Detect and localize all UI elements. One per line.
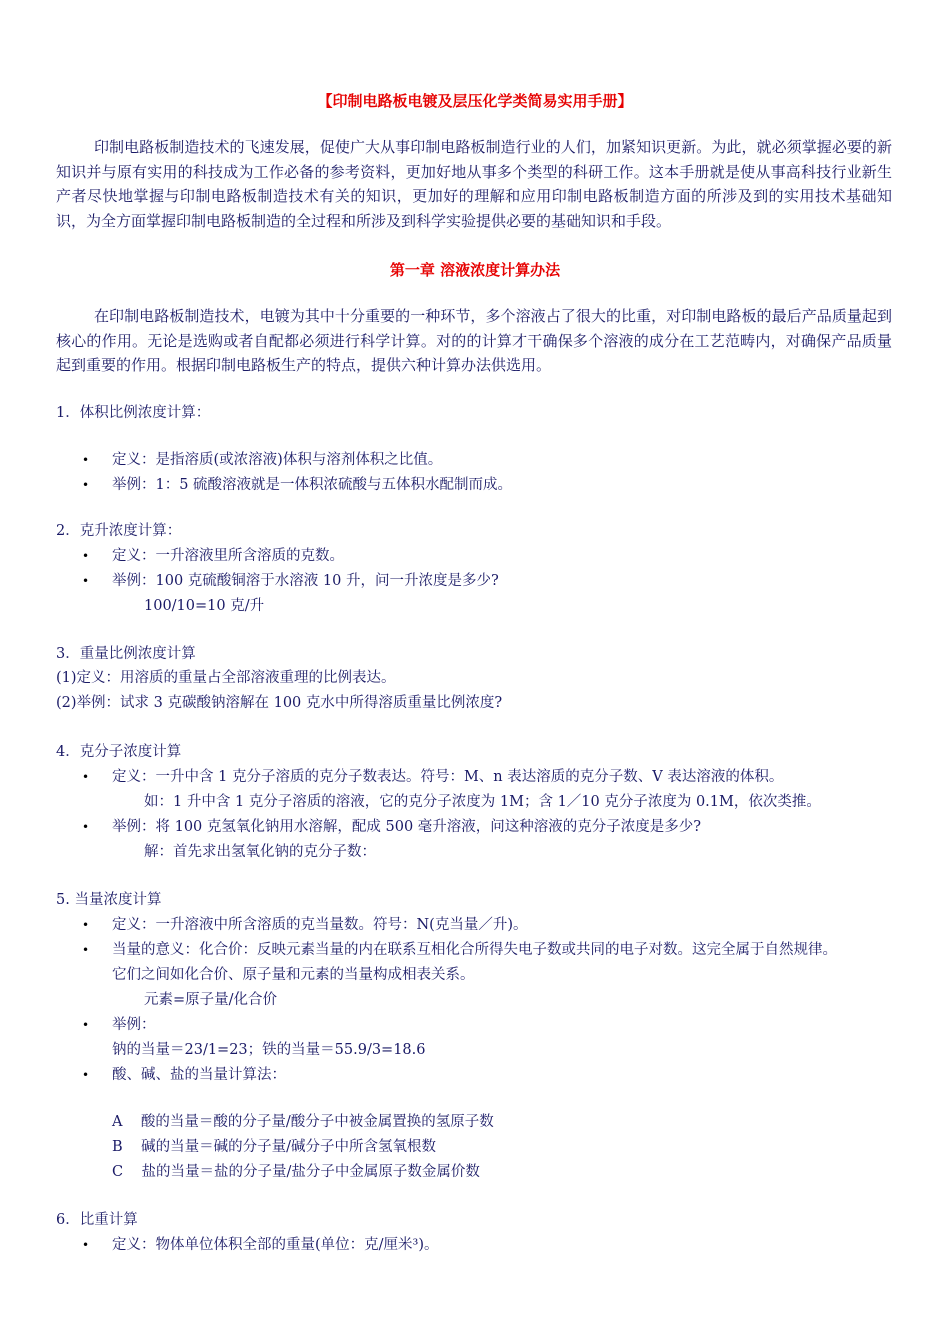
section-5-rule-a: A 酸的当量＝酸的分子量/酸分子中被金属置换的氢原子数 [112,1114,494,1130]
bullet-icon: • [82,478,90,492]
section-5-meaning-line-1: 当量的意义：化合价：反映元素当量的内在联系互相化合所得失电子数或共同的电子对数。这完全属于自然规律。 [112,942,837,958]
section-1-definition: 定义：是指溶质(或浓溶液)体积与溶剂体积之比值。 [112,452,443,468]
section-2-example: 举例：100 克硫酸铜溶于水溶液 10 升，问一升浓度是多少? [112,573,499,589]
section-6-definition: 定义：物体单位体积全部的重量(单位：克/厘米³)。 [112,1237,439,1253]
section-5-rule-b: B 碱的当量＝碱的分子量/碱分子中所含氢氧根数 [112,1139,436,1155]
bullet-icon: • [82,943,90,957]
chapter-intro-paragraph: 在印制电路板制造技术，电镀为其中十分重要的一种环节，多个溶液占了很大的比重，对印制电路板的最后产品质量起到核心的作用。无论是选购或者自配都必须进行科学计算。对的的计算才干确保多个溶液的成分在工艺范畴内，对确保产品质量起到重要的作用。根据印制电路板生产的特点，提供六种计算办法供选用。 [56,307,892,374]
section-5-heading: 5. 当量浓度计算 [56,892,162,908]
section-5-rule-c: C 盐的当量＝盐的分子量/盐分子中金属原子数金属价数 [112,1164,480,1180]
section-2-calculation: 100/10=10 克/升 [144,598,265,614]
section-3-heading: 3．重量比例浓度计算 [56,646,196,662]
section-6-heading: 6．比重计算 [56,1212,138,1228]
section-4-solution: 解：首先求出氢氧化钠的克分子数： [144,844,376,860]
chapter-title: 第一章 溶液浓度计算办法 [389,261,561,279]
bullet-icon: • [82,770,90,784]
section-5-example: 举例： [112,1017,156,1033]
section-5-meaning-line-2: 它们之间如化合价、原子量和元素的当量构成相表关系。 [112,967,475,983]
section-4-heading: 4．克分子浓度计算 [56,744,182,760]
bullet-icon: • [82,918,90,932]
bullet-icon: • [82,1018,90,1032]
section-3-definition: (1)定义：用溶质的重量占全部溶液重理的比例表达。 [56,670,396,686]
section-4-definition: 定义：一升中含 1 克分子溶质的克分子数表达。符号：M、n 表达溶质的克分子数、V 表达溶液的体积。 [112,769,784,785]
bullet-icon: • [82,549,90,563]
section-5-definition: 定义：一升溶液中所含溶质的克当量数。符号：N(克当量／升)。 [112,917,528,933]
section-3-example: (2)举例：试求 3 克碳酸钠溶解在 100 克水中所得溶质重量比例浓度? [56,695,503,711]
document-title: 【印制电路板电镀及层压化学类简易实用手册】 [317,92,633,110]
section-4-definition-note: 如：1 升中含 1 克分子溶质的溶液，它的克分子浓度为 1M；含 1／10 克分子浓度为 0.1M，依次类推。 [144,794,821,810]
section-2-heading: 2．克升浓度计算： [56,523,182,539]
section-1-heading: 1．体积比例浓度计算： [56,405,211,421]
bullet-icon: • [82,1068,90,1082]
section-5-example-calculation: 钠的当量＝23/1=23；铁的当量＝55.9/3=18.6 [112,1042,426,1058]
section-5-formula: 元素=原子量/化合价 [144,992,278,1008]
intro-paragraph: 印制电路板制造技术的飞速发展，促使广大从事印制电路板制造行业的人们，加紧知识更新。为此，就必须掌握必要的新知识并与原有实用的科技成为工作必备的参考资料，更加好地从事多个类型的科研工作。这本手册就是使从事高科技行业新生产者尽快地掌握与印制电路板制造技术有关的知识，更加好的理解和应用印制电路板制造方面的所涉及到的实用技术基础知识，为全方面掌握印制电路板制造的全过程和所涉及到科学实验提供必要的基础知识和手段。 [56,138,892,230]
section-5-acid-base-heading: 酸、碱、盐的当量计算法： [112,1067,286,1083]
section-4-example: 举例：将 100 克氢氧化钠用水溶解，配成 500 毫升溶液，问这种溶液的克分子浓度是多少? [112,819,702,835]
section-1-example: 举例：1：5 硫酸溶液就是一体积浓硫酸与五体积水配制而成。 [112,477,513,493]
bullet-icon: • [82,453,90,467]
bullet-icon: • [82,574,90,588]
section-2-definition: 定义：一升溶液里所含溶质的克数。 [112,548,344,564]
bullet-icon: • [82,1238,90,1252]
bullet-icon: • [82,820,90,834]
